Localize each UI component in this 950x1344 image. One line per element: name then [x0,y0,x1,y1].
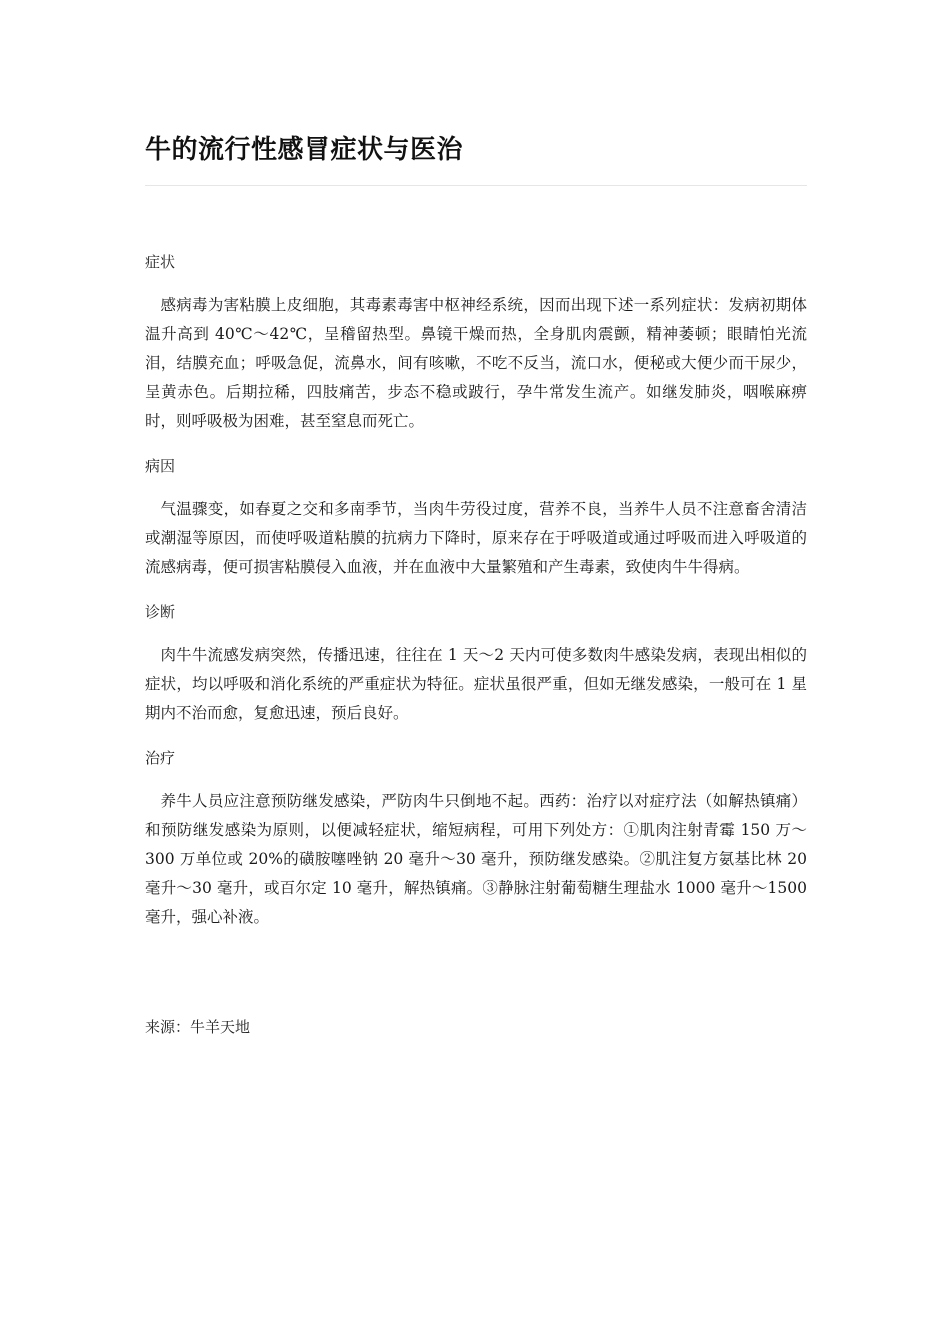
section-paragraph: 气温骤变，如春夏之交和多南季节，当肉牛劳役过度，营养不良，当养牛人员不注意畜舍清洁或潮湿等原因，而使呼吸道粘膜的抗病力下降时，原来存在于呼吸道或通过呼吸而进入呼吸道的流感病毒，便可损害粘膜侵入血液，并在血液中大量繁殖和产生毒素，致使肉牛牛得病。 [145,500,807,576]
section-cause [145,453,807,582]
section-heading: 治疗 [145,749,176,767]
section-paragraph: 感病毒为害粘膜上皮细胞，其毒素毒害中枢神经系统，因而出现下述一系列症状：发病初期体温升高到 40℃～42℃，呈稽留热型。鼻镜干燥而热，全身肌肉震颤，精神萎顿；眼睛怕光流泪，结膜充血；呼吸急促，流鼻水，间有咳嗽，不吃不反当，流口水，便秘或大便少而干尿少，呈黄赤色。后期拉稀，四肢痛苦，步态不稳或跛行，孕牛常发生流产。如继发肺炎，咽喉麻痹时，则呼吸极为困难，甚至窒息而死亡。 [145,296,807,430]
section-heading: 病因 [145,457,176,475]
title-divider [145,185,807,186]
article-title: 牛的流行性感冒症状与医治 [145,135,464,165]
article-source: 来源：牛羊天地 [145,1018,251,1036]
section-paragraph: 养牛人员应注意预防继发感染，严防肉牛只倒地不起。西药：治疗以对症疗法（如解热镇痛）和预防继发感染为原则，以便减轻症状，缩短病程，可用下列处方：①肌肉注射青霉 150 万～300 万单位或 20%的磺胺噻唑钠 20 毫升～30 毫升，预防继发感染。②肌注复方氨基比林 20 毫升～30 毫升，或百尔定 10 毫升，解热镇痛。③静脉注射葡萄糖生理盐水 1000 毫升～1500 毫升，强心补液。 [145,792,807,926]
article-body [145,249,807,949]
section-symptoms [145,249,807,436]
section-treatment [145,745,807,932]
section-heading: 症状 [145,253,176,271]
section-heading: 诊断 [145,603,176,621]
section-paragraph: 肉牛牛流感发病突然，传播迅速，往往在 1 天～2 天内可使多数肉牛感染发病，表现出相似的症状，均以呼吸和消化系统的严重症状为特征。症状虽很严重，但如无继发感染，一般可在 1 星期内不治而愈，复愈迅速，预后良好。 [145,646,807,722]
section-diagnosis [145,599,807,728]
